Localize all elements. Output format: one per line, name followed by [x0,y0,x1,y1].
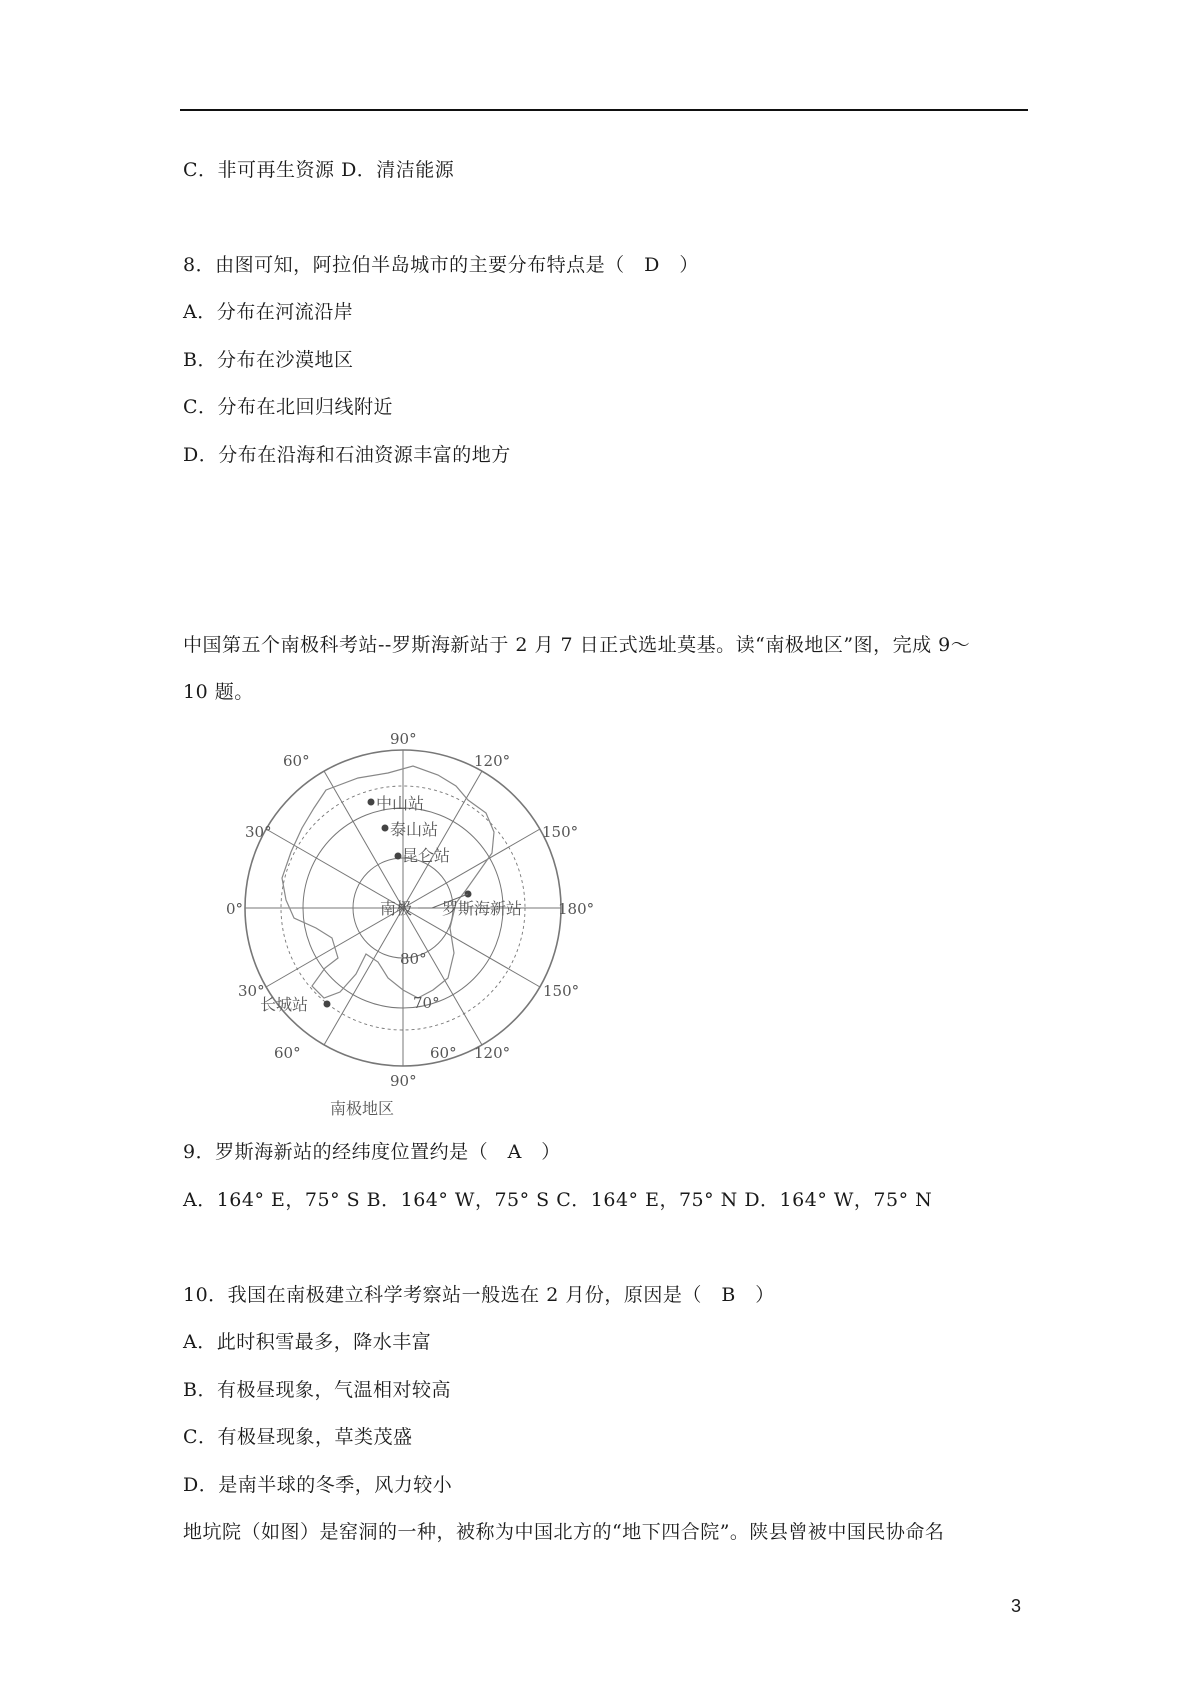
lon-label-0: 0° [226,900,244,918]
q7-options-cd: C．非可再生资源 D．清洁能源 [183,159,455,181]
lon-label-120-br: 120° [474,1044,511,1062]
q8-option-d: D．分布在沿海和石油资源丰富的地方 [183,444,511,466]
great-wall-station-label: 长城站 [260,995,309,1014]
lon-label-150-br: 150° [543,982,580,1000]
map-caption: 南极地区 [330,1099,395,1118]
great-wall-station-dot [324,1001,331,1008]
lon-label-30-bl: 30° [238,982,265,1000]
q8-option-a: A．分布在河流沿岸 [183,301,354,323]
q10-option-b: B．有极昼现象，气温相对较高 [183,1379,451,1401]
lon-label-bottom-90: 90° [390,1072,417,1090]
lon-label-150-r: 150° [542,823,579,841]
q10-stem: 10．我国在南极建立科学考察站一般选在 2 月份，原因是（ B ） [183,1284,775,1306]
intro-9-10-line1: 中国第五个南极科考站--罗斯海新站于 2 月 7 日正式选址莫基。读“南极地区”图，完成 9～ [183,634,971,656]
lat-label-70: 70° [413,994,440,1012]
q8-stem: 8．由图可知，阿拉伯半岛城市的主要分布特点是（ D ） [183,254,699,276]
intro-next-question: 地坑院（如图）是窑洞的一种，被称为中国北方的“地下四合院”。陕县曾被中国民协命名 [183,1521,945,1543]
lat-label-80: 80° [400,950,427,968]
q8-option-c: C．分布在北回归线附近 [183,396,394,418]
taishan-station-dot [382,825,389,832]
kunlun-station-dot [395,853,402,860]
lon-label-60-br: 60° [430,1044,457,1062]
q10-option-c: C．有极昼现象，草类茂盛 [183,1426,413,1448]
taishan-station-label: 泰山站 [390,820,439,839]
kunlun-station-label: 昆仑站 [402,846,451,865]
south-pole-label: 南极 [380,899,413,918]
zhongshan-station-label: 中山站 [376,794,425,813]
q10-option-d: D．是南半球的冬季，风力较小 [183,1474,453,1496]
lon-label-120-tr: 120° [474,752,511,770]
q10-option-a: A．此时积雪最多，降水丰富 [183,1331,432,1353]
q8-option-b: B．分布在沙漠地区 [183,349,354,371]
zhongshan-station-dot [368,799,375,806]
q9-stem: 9．罗斯海新站的经纬度位置约是（ A ） [183,1141,561,1163]
lon-label-180: 180° [558,900,595,918]
lon-label-60-bl: 60° [274,1044,301,1062]
lon-label-top-90: 90° [390,730,417,748]
ross-sea-station-label: 罗斯海新站 [442,899,523,918]
antarctica-map-figure [228,728,608,1118]
header-rule [180,109,1028,111]
intro-9-10-line2: 10 题。 [183,681,254,703]
page-number: 3 [1011,1596,1022,1616]
lon-label-30-l: 30° [245,823,272,841]
q9-options: A．164° E，75° S B．164° W，75° S C．164° E，75° N D．164° W，75° N [183,1189,933,1211]
lon-label-60-tl: 60° [283,752,310,770]
